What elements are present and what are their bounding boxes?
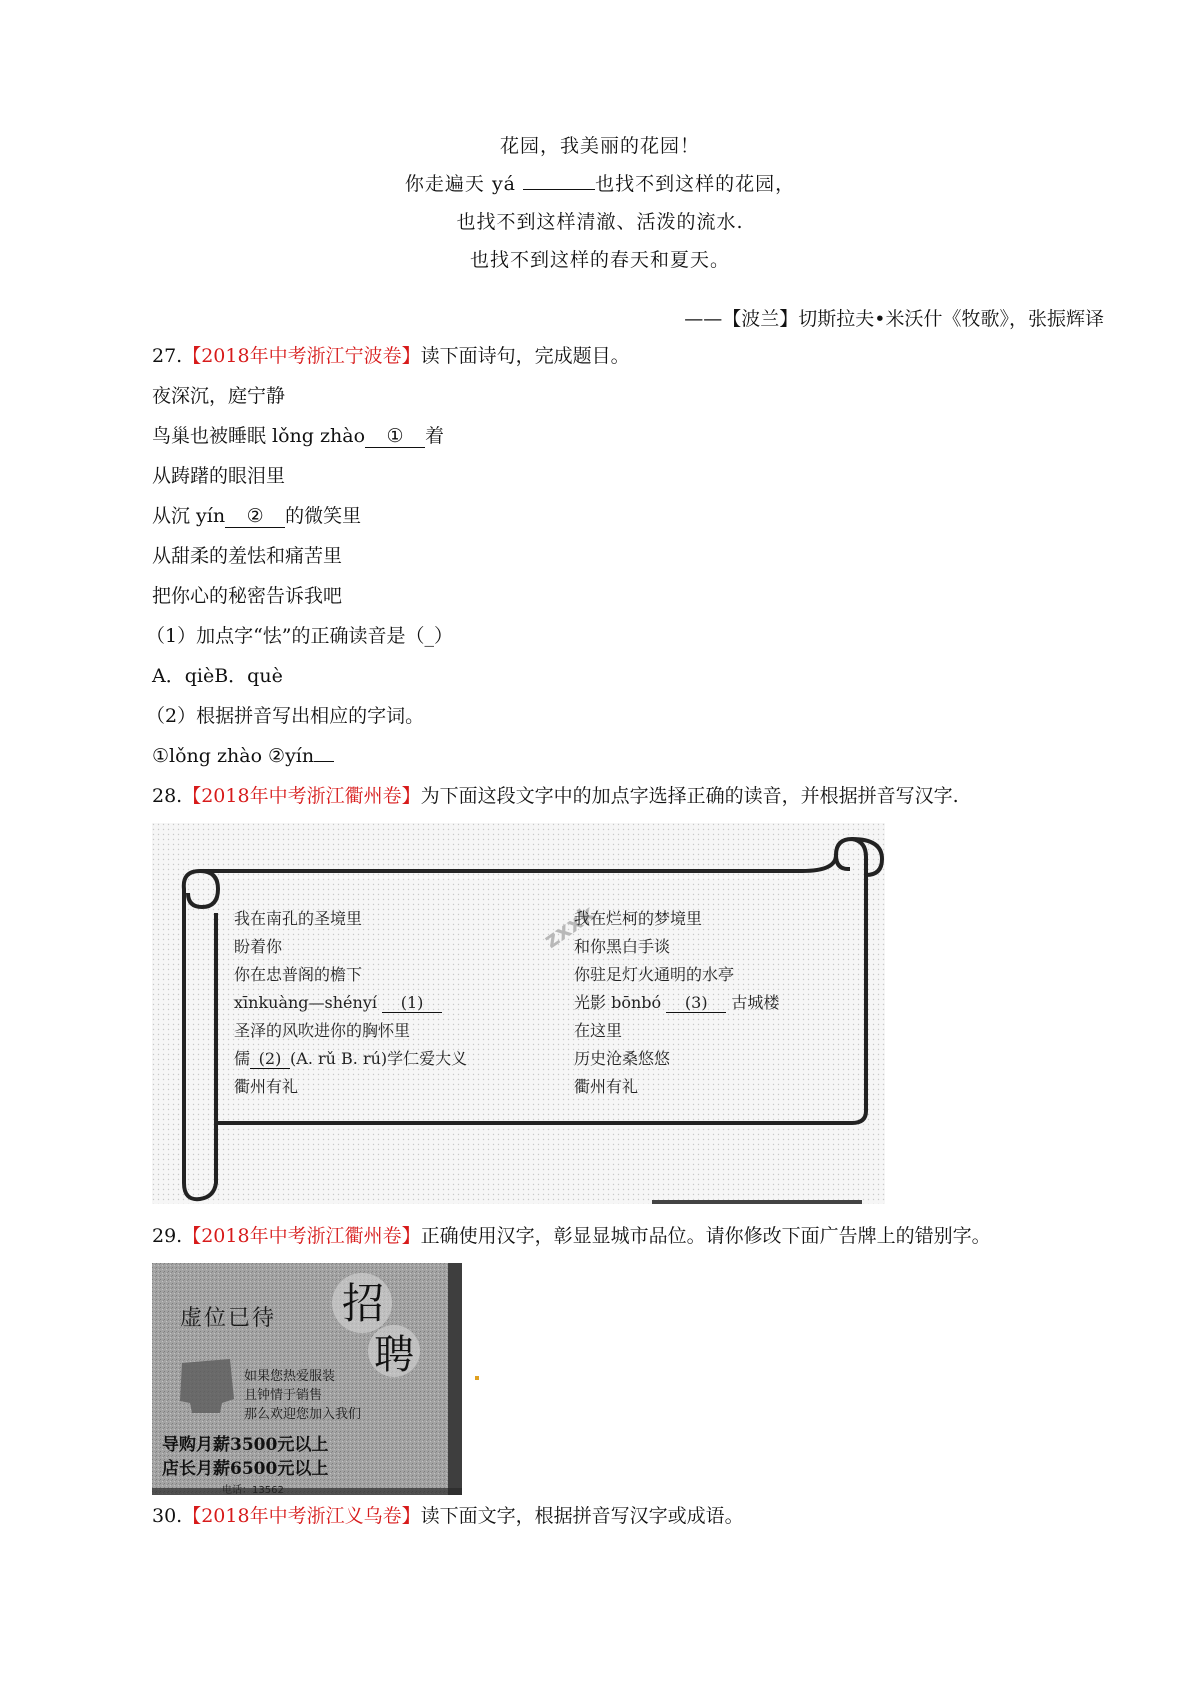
q27-number: 27. bbox=[152, 345, 183, 367]
scroll-left-line-5: 圣泽的风吹进你的胸怀里 bbox=[234, 1021, 411, 1040]
scroll-left-line-4 bbox=[234, 989, 467, 1017]
scroll-left-line-2: 盼着你 bbox=[234, 937, 283, 956]
ad-body-line-2: 且钟情于销售 bbox=[244, 1388, 323, 1403]
q27-options: A．qièB．què bbox=[152, 665, 283, 687]
scroll-blank-3: (3) bbox=[666, 994, 726, 1013]
poem-line-1: 花园，我美丽的花园！ bbox=[499, 135, 700, 157]
ad-big-char-2: 聘 bbox=[374, 1332, 414, 1378]
poem-line-2 bbox=[0, 169, 1200, 199]
scroll-pinyin-2: 光影 bōnbó bbox=[574, 993, 662, 1012]
scroll-right-line-5: 在这里 bbox=[574, 1021, 623, 1040]
scroll-right-line-2: 和你黑白手谈 bbox=[574, 937, 671, 956]
scroll-right-line-3: 你驻足灯火通明的水亭 bbox=[574, 965, 735, 984]
ad-pay-line-1: 导购月薪3500元以上 bbox=[162, 1435, 329, 1455]
poem-attribution: ——【波兰】切斯拉夫•米沃什《牧歌》，张振辉译 bbox=[684, 308, 1104, 330]
q27-blank-2: ② bbox=[225, 505, 285, 528]
scroll-left-line-3: 你在忠普阁的檐下 bbox=[234, 965, 363, 984]
q27-answer-text: ①lǒng zhào ②yín bbox=[152, 745, 315, 767]
q27-poem-line-1: 夜深沉，庭宁静 bbox=[152, 385, 286, 407]
stray-dot bbox=[475, 1376, 479, 1380]
q27-poem-line-6: 把你心的秘密告诉我吧 bbox=[152, 585, 343, 607]
q28-scroll-image bbox=[152, 823, 885, 1204]
q29-source: 【2018年中考浙江衢州卷】 bbox=[182, 1225, 421, 1247]
q27-prompt: 读下面诗句，完成题目。 bbox=[420, 345, 630, 367]
poem-line-2-prefix: 你走遍天 yá bbox=[404, 173, 524, 195]
q27-l4-prefix: 从沉 yín bbox=[152, 505, 226, 527]
scroll-blank-1: (1) bbox=[382, 994, 442, 1013]
ad-body-line-3: 那么欢迎您加入我们 bbox=[244, 1407, 362, 1422]
poem-line-4: 也找不到这样的春天和夏天。 bbox=[469, 249, 730, 271]
q29-number: 29. bbox=[152, 1225, 183, 1247]
q27-blank-1: ① bbox=[365, 425, 425, 448]
scroll-right-line-4 bbox=[574, 989, 779, 1017]
ad-pay-line-2: 店长月薪6500元以上 bbox=[162, 1459, 329, 1479]
q27-source: 【2018年中考浙江宁波卷】 bbox=[182, 345, 421, 367]
q27-answer-line bbox=[152, 741, 334, 771]
q30-number: 30. bbox=[152, 1505, 183, 1527]
q27-sub-question-2: （2）根据拼音写出相应的字词。 bbox=[146, 705, 425, 727]
q27-sub-question-1: （1）加点字“怯”的正确读音是（_） bbox=[146, 625, 454, 647]
q29-prompt: 正确使用汉字，彰显显城市品位。请你修改下面广告牌上的错别字。 bbox=[420, 1225, 991, 1247]
ad-body-line-1: 如果您热爱服装 bbox=[244, 1369, 336, 1384]
q29-header bbox=[152, 1221, 991, 1251]
q27-l2-suffix: 着 bbox=[425, 425, 445, 447]
q28-source: 【2018年中考浙江衢州卷】 bbox=[182, 785, 421, 807]
q27-poem-line-5: 从甜柔的羞怯和痛苦里 bbox=[152, 545, 343, 567]
ad-big-char-1: 招 bbox=[342, 1279, 385, 1328]
scroll-right-line-6: 历史沧桑悠悠 bbox=[574, 1049, 671, 1068]
scroll-left-column bbox=[234, 905, 467, 1101]
scroll-ru-char: 儒 bbox=[234, 1049, 251, 1068]
q27-poem-line-3: 从踌躇的眼泪里 bbox=[152, 465, 286, 487]
poem-blank bbox=[523, 189, 595, 190]
scroll-options: (A. rǔ B. rú)学仁爱大义 bbox=[290, 1049, 468, 1068]
q28-number: 28. bbox=[152, 785, 183, 807]
scroll-blank-2: (2) bbox=[250, 1050, 290, 1069]
q27-l2-prefix: 鸟巢也被睡眠 lǒng zhào bbox=[152, 425, 366, 447]
ad-body bbox=[244, 1367, 361, 1424]
scroll-right-tail: 古城楼 bbox=[731, 993, 780, 1012]
scroll-left-line-1: 我在南孔的圣境里 bbox=[234, 909, 363, 928]
scroll-right-line-7: 衢州有礼 bbox=[574, 1077, 639, 1096]
q27-poem-line-4 bbox=[152, 501, 361, 531]
q27-l4-suffix: 的微笑里 bbox=[285, 505, 362, 527]
scroll-watermark: zxxk bbox=[539, 901, 600, 954]
ad-pay bbox=[162, 1433, 328, 1481]
q30-source: 【2018年中考浙江义乌卷】 bbox=[182, 1505, 421, 1527]
q28-header bbox=[152, 781, 959, 811]
scroll-pinyin-1: xīnkuàng—shényí bbox=[234, 993, 377, 1012]
q28-prompt: 为下面这段文字中的加点字选择正确的读音，并根据拼音写汉字. bbox=[420, 785, 959, 807]
scroll-left-line-7: 衢州有礼 bbox=[234, 1077, 299, 1096]
q30-prompt: 读下面文字，根据拼音写汉字或成语。 bbox=[420, 1505, 744, 1527]
q29-ad-image bbox=[152, 1263, 462, 1495]
poem-line-3: 也找不到这样清澈、活泼的流水. bbox=[456, 211, 744, 233]
scroll-left-line-6 bbox=[234, 1045, 467, 1073]
q27-poem-line-2 bbox=[152, 421, 444, 451]
scroll-right-column bbox=[574, 905, 779, 1101]
scroll-right-line-1: 我在烂柯的梦境里 bbox=[574, 909, 703, 928]
ad-title: 虚位已待 bbox=[180, 1306, 277, 1331]
poem-line-2-suffix: 也找不到这样的花园， bbox=[595, 173, 796, 195]
q30-header bbox=[152, 1501, 744, 1531]
ad-phone: 电话：13562 bbox=[222, 1485, 284, 1495]
q27-answer-blank bbox=[314, 761, 334, 762]
q27-header bbox=[152, 341, 630, 371]
